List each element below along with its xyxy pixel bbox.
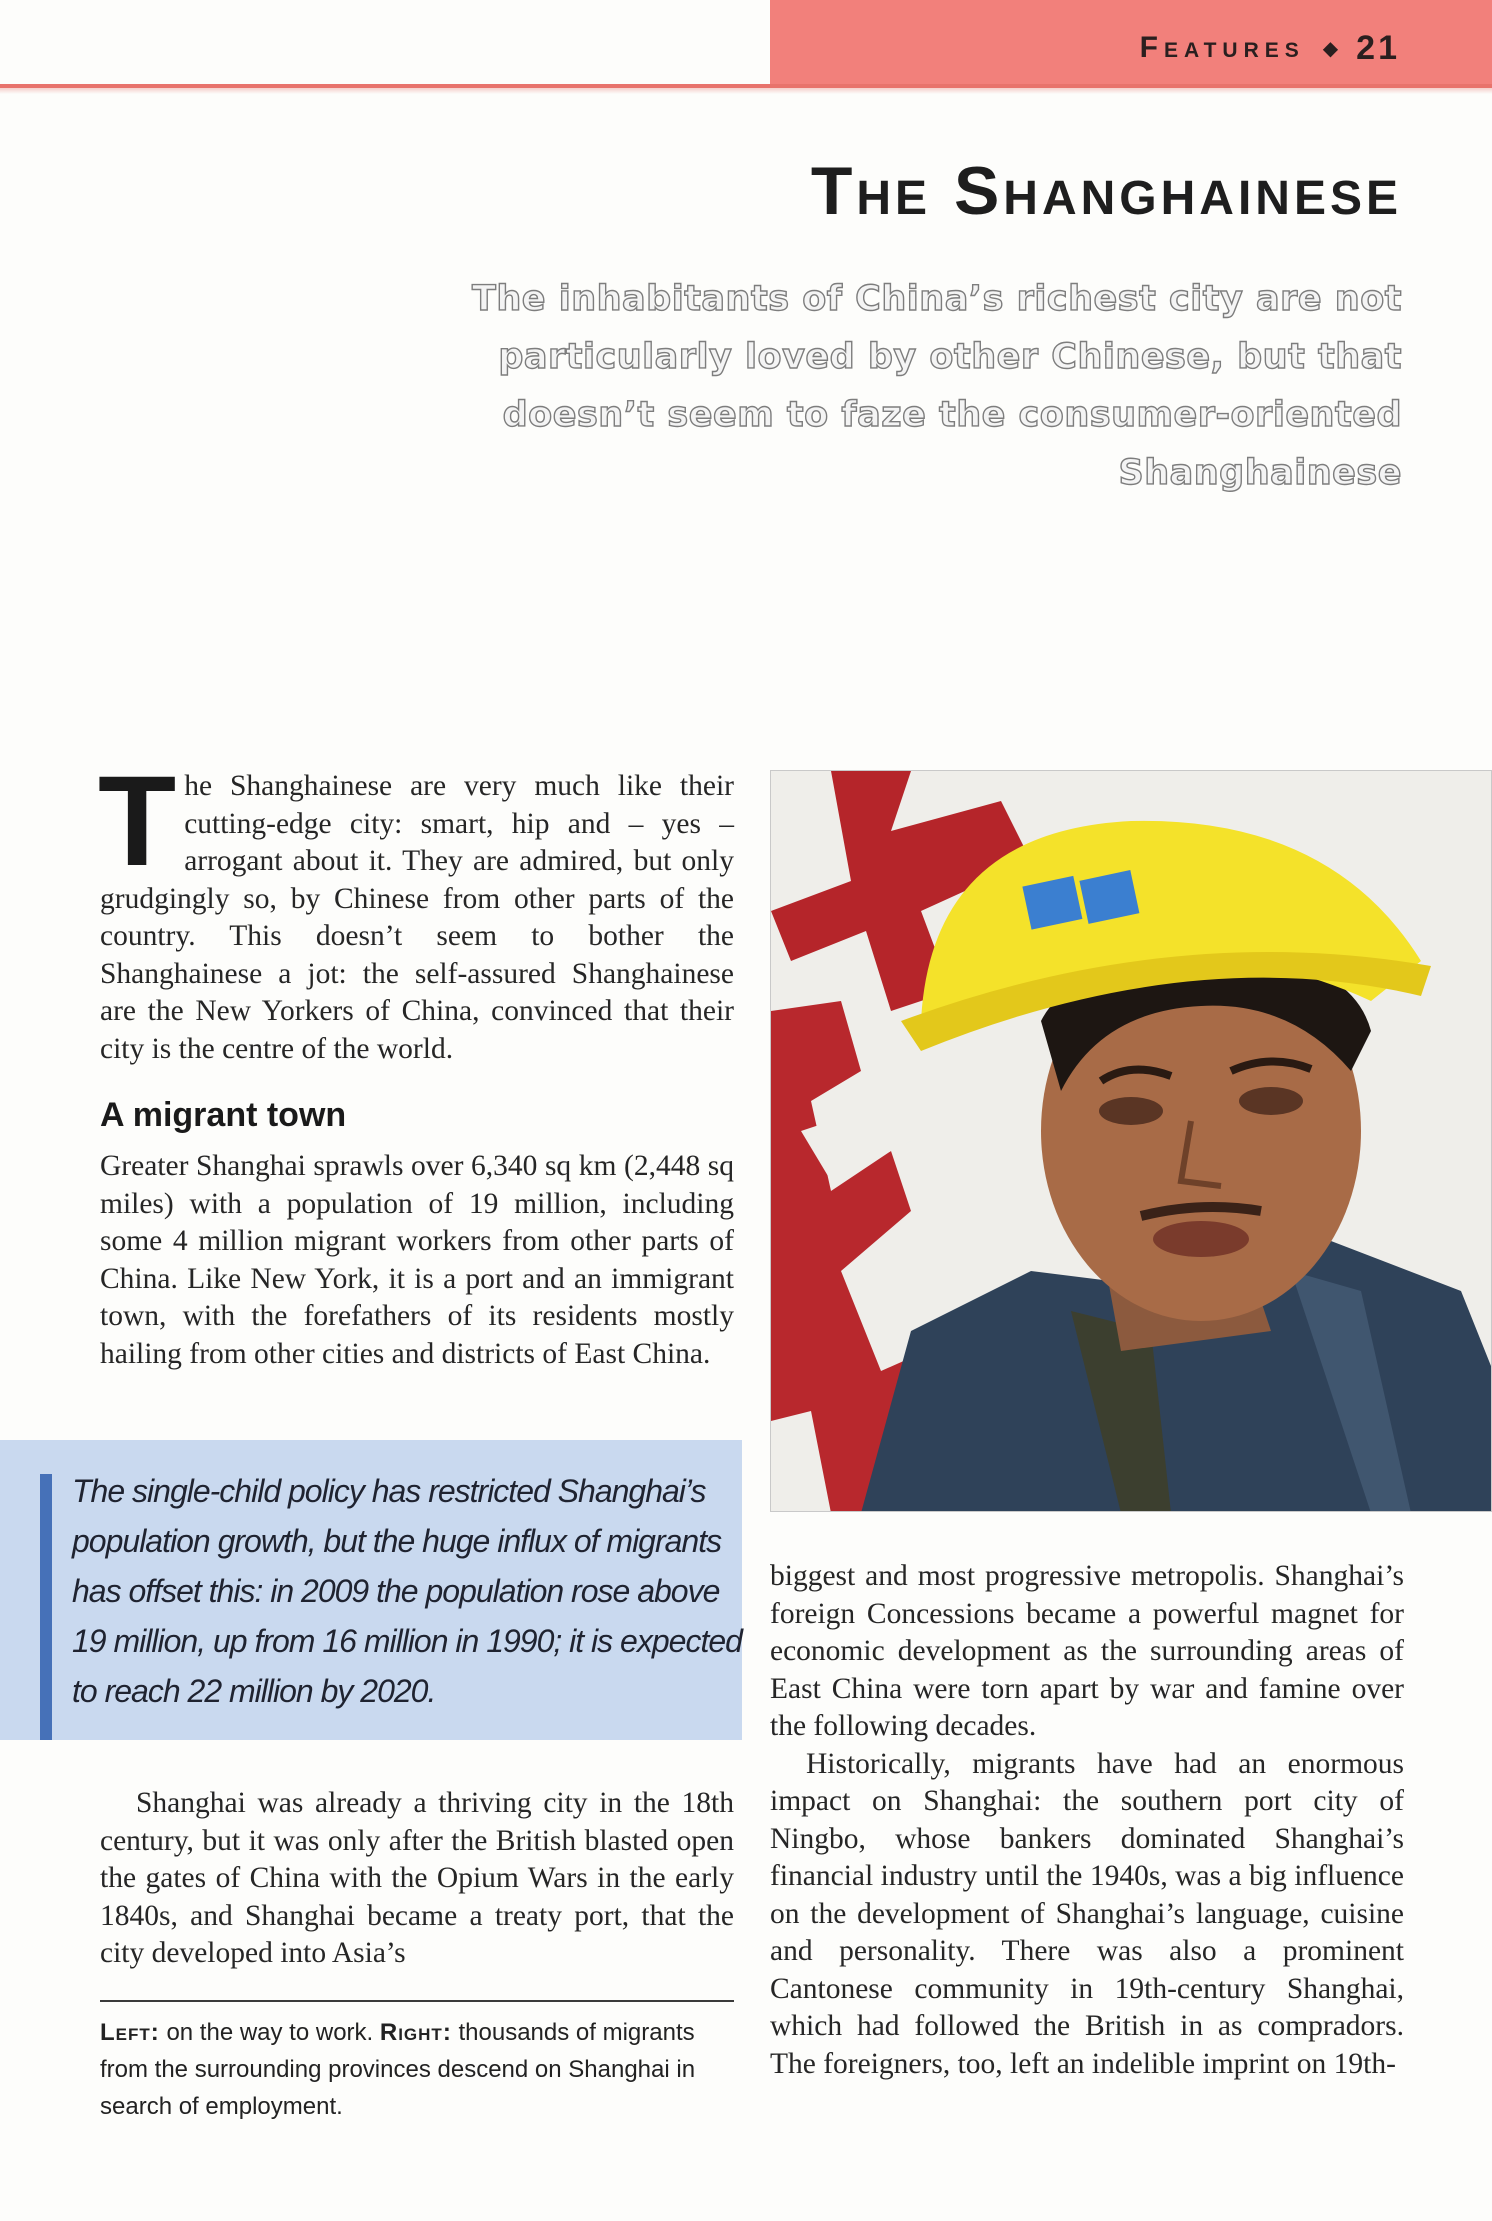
article-title: The Shanghainese [810, 153, 1402, 229]
right-column-text [770, 1558, 1404, 2083]
header-rule-fade [0, 88, 1492, 94]
standfirst: The inhabitants of China’s richest city are not particularly loved by other Chinese, but that doesn’t seem to faze the consumer-oriented Shanghainese [471, 279, 1402, 493]
body-paragraph-migrants: Historically, migrants have had an enormous impact on Shanghai: the southern port city of Ningbo, whose bankers dominated Shanghai’s financial industry until the 1940s, was a big influence on the development of Shanghai’s language, cuisine and personality. There was also a prominent Cantonese community in 19th-century Shanghai, which had followed the British in as compradors. The foreigners, too, left an indelible imprint on 19th- [770, 1747, 1404, 2080]
body-paragraph-history: Shanghai was already a thriving city in the 18th century, but it was only after the British blasted open the gates of China with the Opium Wars in the early 1840s, and Shanghai became a treaty port, that the city developed into Asia’s [100, 1787, 734, 1969]
running-head [1140, 28, 1400, 68]
caption-rule [100, 2000, 734, 2002]
pullquote-bar [40, 1474, 52, 1740]
pullquote: The single-child policy has restricted Shanghai’s population growth, but the huge influx of migrants has offset this: in 2009 the population rose above 19 million, up from 16 million in 1990; it is expected to reach 22 million by 2020. [72, 1473, 742, 1709]
diamond-separator-icon: ◆ [1322, 37, 1339, 60]
intro-text: he Shanghainese are very much like their cutting-edge city: smart, hip and – yes – arrogant about it. They are admired, but only grudgingly so, by Chinese from other parts of the country. This doesn’t seem to bother the Shanghainese a jot: the self-assured Shanghainese are the New Yorkers of China, convinced that their city is the centre of the world. [100, 770, 734, 1065]
page-number: 21 [1356, 28, 1400, 67]
section-label: Features [1139, 31, 1305, 64]
caption-left-text: on the way to work. [166, 2019, 374, 2046]
caption-right-text: thousands of migrants from the surrounding provinces descend on Shanghai in search of employment. [100, 2019, 696, 2120]
body-paragraph-continuation: biggest and most progressive metropolis. Shanghai’s foreign Concessions became a powerful magnet for economic development as the surrounding areas of East China were torn apart by war and famine over the following decades. [770, 1560, 1404, 1742]
body-paragraph-migrant-town: Greater Shanghai sprawls over 6,340 sq km (2,448 sq miles) with a population of 19 million, including some 4 million migrant workers from other parts of China. Like New York, it is a port and an immigrant town, with the forefathers of its residents mostly hailing from other cities and districts of East China. [100, 1150, 734, 1370]
caption-left-label: Left: [100, 2019, 160, 2046]
caption-right-label: Right: [379, 2019, 452, 2046]
photo-caption [100, 2014, 740, 2125]
subheading: A migrant town [100, 1096, 347, 1134]
drop-cap: T [98, 750, 177, 893]
intro-paragraph [98, 750, 734, 1068]
photo-migrant-worker [770, 770, 1492, 1512]
worker-portrait-illustration [771, 771, 1492, 1512]
